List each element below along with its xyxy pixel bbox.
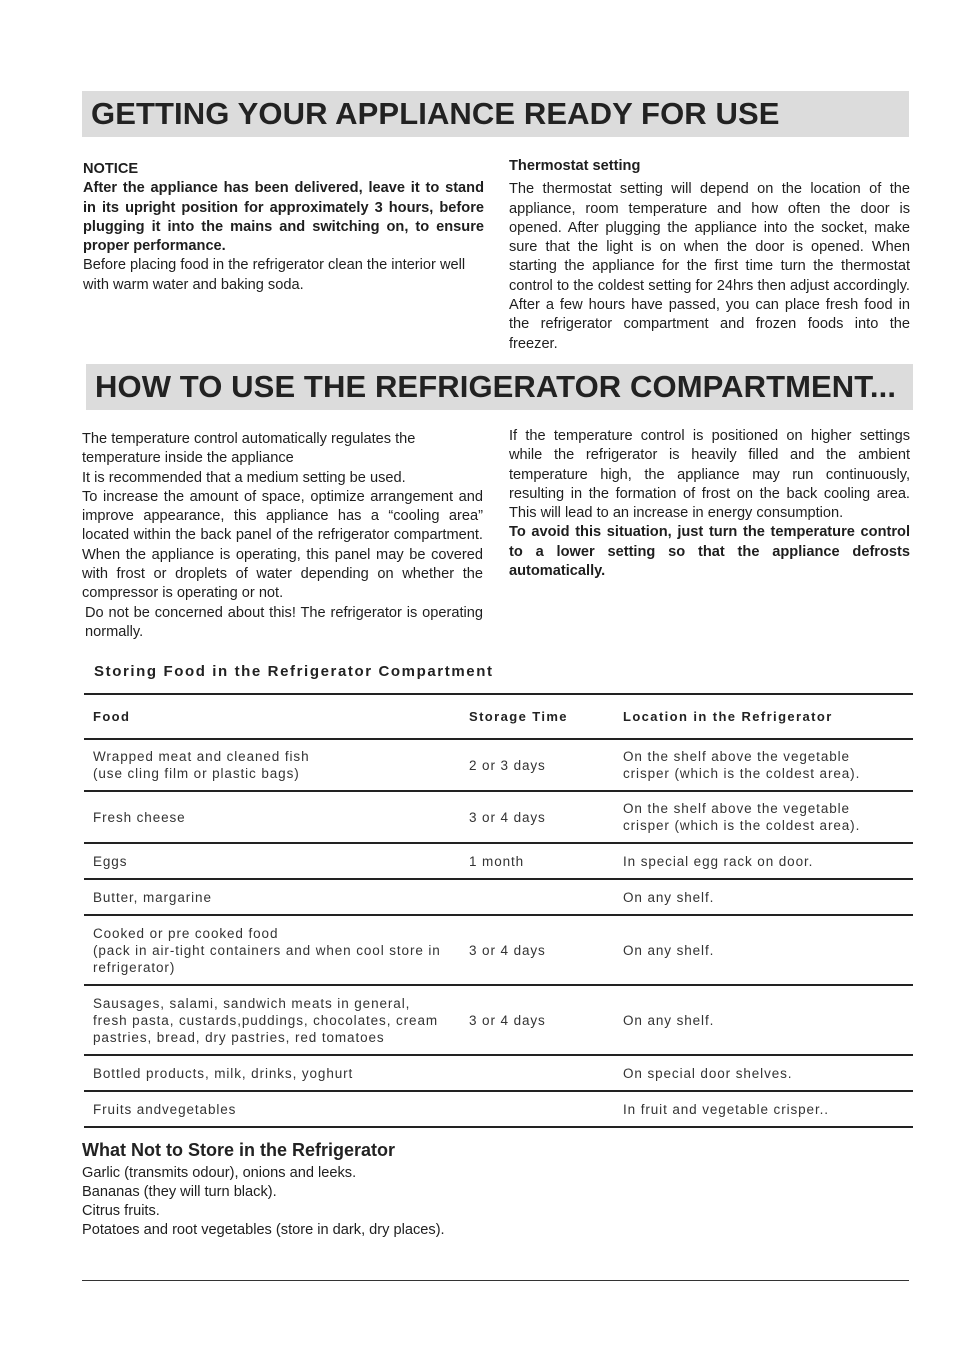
compartment-right-bold: To avoid this situation, just turn the temperature control to a lower setting so that the appliance defrosts automatically. [509,524,910,580]
notice-heading: NOTICE [83,161,139,177]
list-item: Citrus fruits. [82,1203,160,1219]
storage-table [84,693,913,1128]
what-not-list [82,1164,445,1240]
what-not-title: What Not to Store in the Refrigerator [82,1140,396,1160]
compartment-right-column [509,427,910,581]
cell-location: In fruit and vegetable crisper.. [614,1091,913,1127]
table-row [84,739,913,791]
section-banner-compartment [86,364,913,410]
cell-time: 2 or 3 days [460,739,614,791]
section-banner-ready [82,91,909,137]
cell-food: Wrapped meat and cleaned fish (use cling film or plastic bags) [84,739,460,791]
header-storage-time: Storage Time [460,694,614,739]
cell-food: Butter, margarine [84,879,460,915]
cell-food: Sausages, salami, sandwich meats in general, fresh pasta, custards,puddings, chocolates, cream pastries, bread, dry pastries, red tomatoes [84,985,460,1055]
header-location: Location in the Refrigerator [614,694,913,739]
cell-location: In special egg rack on door. [614,843,913,879]
header-food: Food [84,694,460,739]
cell-time [460,1091,614,1127]
storage-table-title: Storing Food in the Refrigerator Compartment [94,663,494,680]
table-header-row [84,694,913,739]
table-row [84,1091,913,1127]
compartment-left-column [82,430,483,642]
thermostat-text: The thermostat setting will depend on the location of the appliance, room temperature and how often the door is opened. After plugging the appliance into the socket, make sure that the light is on when the door is opened. When starting the appliance for the first time turn the thermostat control to the coldest setting for 24hrs then adjust accordingly. After a few hours have passed, you can place fresh food in the refrigerator compartment and frozen foods into the freezer. [509,181,910,352]
cell-food: Bottled products, milk, drinks, yoghurt [84,1055,460,1091]
cell-location: On the shelf above the vegetable crisper (which is the coldest area). [614,791,913,843]
cell-food: Eggs [84,843,460,879]
table-row [84,791,913,843]
compartment-right-text: If the temperature control is positioned on higher settings while the refrigerator is heavily filled and the ambient temperature high, the appliance may run continuously, resulting in the formation of frost on the back cooling area. This will lead to an increase in energy consumption. [509,428,910,522]
table-row [84,843,913,879]
list-item: Potatoes and root vegetables (store in dark, dry places). [82,1222,445,1238]
cell-food: Fresh cheese [84,791,460,843]
notice-column [83,160,484,295]
list-item: Bananas (they will turn black). [82,1184,277,1200]
cell-food: Fruits andvegetables [84,1091,460,1127]
section-title-compartment: HOW TO USE THE REFRIGERATOR COMPARTMENT... [95,369,897,404]
notice-bold-text: After the appliance has been delivered, leave it to stand in its upright position for approximately 3 hours, before plugging it into the mains and switching on, to ensure proper performance. [83,180,484,255]
cell-location: On any shelf. [614,985,913,1055]
table-row [84,879,913,915]
compartment-text-1: The temperature control automatically regulates the temperature inside the appliance [82,431,416,467]
cell-time: 1 month [460,843,614,879]
compartment-text-4: Do not be concerned about this! The refrigerator is operating normally. [85,604,483,640]
section-title-ready: GETTING YOUR APPLIANCE READY FOR USE [91,96,780,131]
table-row [84,1055,913,1091]
compartment-text-3: To increase the amount of space, optimize arrangement and improve appearance, this appliance has a “cooling area” located within the back panel of the refrigerator compartment. When the appliance is operating, this panel may be covered with frost or droplets of water depending on whether the compressor is operating or not. [82,488,483,602]
thermostat-column [509,157,910,354]
cell-location: On the shelf above the vegetable crisper (which is the coldest area). [614,739,913,791]
notice-text: Before placing food in the refrigerator clean the interior well with warm water and baking soda. [83,257,466,293]
table-row [84,985,913,1055]
cell-location: On special door shelves. [614,1055,913,1091]
thermostat-heading: Thermostat setting [509,158,641,174]
cell-time [460,1055,614,1091]
list-item: Garlic (transmits odour), onions and leeks. [82,1165,357,1181]
compartment-text-2: It is recommended that a medium setting be used. [82,469,406,486]
cell-time: 3 or 4 days [460,915,614,985]
cell-time [460,879,614,915]
footer-divider [82,1280,909,1281]
cell-location: On any shelf. [614,915,913,985]
cell-food: Cooked or pre cooked food (pack in air-tight containers and when cool store in refrigerator) [84,915,460,985]
cell-location: On any shelf. [614,879,913,915]
cell-time: 3 or 4 days [460,985,614,1055]
cell-time: 3 or 4 days [460,791,614,843]
table-row [84,915,913,985]
